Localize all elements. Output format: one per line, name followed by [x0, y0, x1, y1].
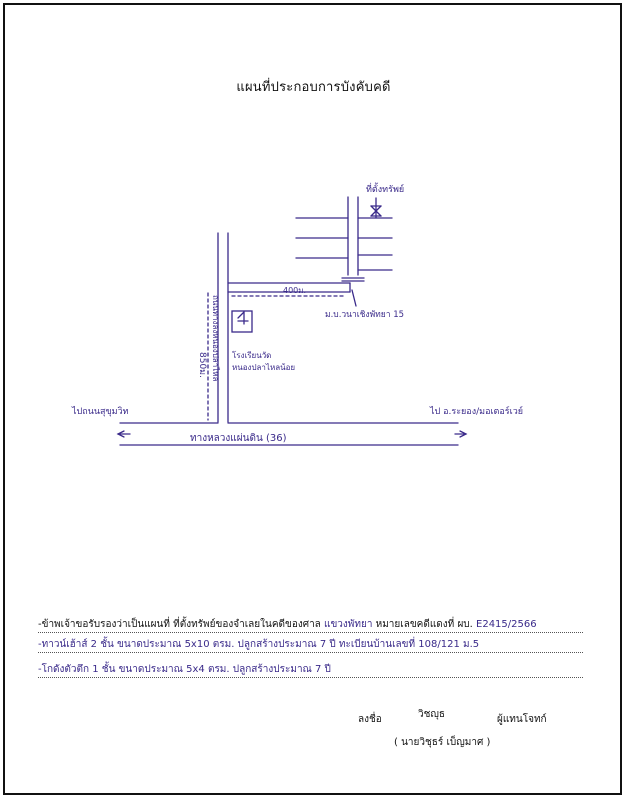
- signer-role: ผู้แทนโจทก์: [497, 714, 547, 725]
- school-icon: [232, 311, 252, 332]
- main-road-label: ทางหลวงแผ่นดิน (36): [190, 433, 287, 444]
- property-detail-line-1: -ทาวน์เฮ้าส์ 2 ชั้น ขนาดประมาณ 5x10 ตรม. ปลูกสร้างประมาณ 7 ปี ทะเบียนบ้านเลขที่ 108/121 ม.5: [38, 639, 480, 650]
- main-road: [118, 423, 466, 445]
- signature: วิชญุธ: [418, 709, 446, 720]
- right-destination-label: ไป อ.ระยอง/มอเตอร์เวย์: [430, 407, 524, 417]
- property-marker-icon: [371, 198, 381, 218]
- left-destination-label: ไปถนนสุขุมวิท: [72, 407, 129, 417]
- dotted-rule: [38, 652, 583, 653]
- certification-line: [38, 617, 537, 632]
- soi-label: ม.บ.วนาเชิงพัทยา 15: [325, 310, 405, 320]
- signer-name: ( นายวิชุธร์ เบ็ญมาศ ): [394, 737, 491, 748]
- case-label: หมายเลขคดีแดงที่ ผบ.: [375, 619, 473, 630]
- vertical-road-label: ถนนทางลงหนองปลาไหล: [211, 295, 220, 382]
- dotted-rule: [38, 632, 583, 633]
- distance-horizontal-label: 400ม.: [283, 286, 307, 295]
- dotted-rule: [38, 677, 583, 678]
- property-detail-line-2: -โกดังตัวตึก 1 ชั้น ขนาดประมาณ 5x4 ตรม. ปลูกสร้างประมาณ 7 ปี: [38, 664, 331, 675]
- page-title: แผนที่ประกอบการบังคับคดี: [236, 80, 391, 95]
- school-sublabel: หนองปลาไหลน้อย: [232, 363, 296, 372]
- school-label: โรงเรียนวัด: [232, 351, 272, 360]
- certification-prefix: -ข้าพเจ้าขอรับรองว่าเป็นแผนที่ ที่ตั้งทรัพย์ของจำเลยในคดีของศาล: [38, 619, 321, 630]
- court-name: แขวงพัทยา: [324, 619, 373, 630]
- case-number: E2415/2566: [476, 619, 537, 630]
- sign-label: ลงชื่อ: [358, 714, 382, 725]
- property-label: ที่ตั้งทรัพย์: [366, 185, 405, 195]
- distance-vertical-label: 850ม.: [197, 352, 207, 378]
